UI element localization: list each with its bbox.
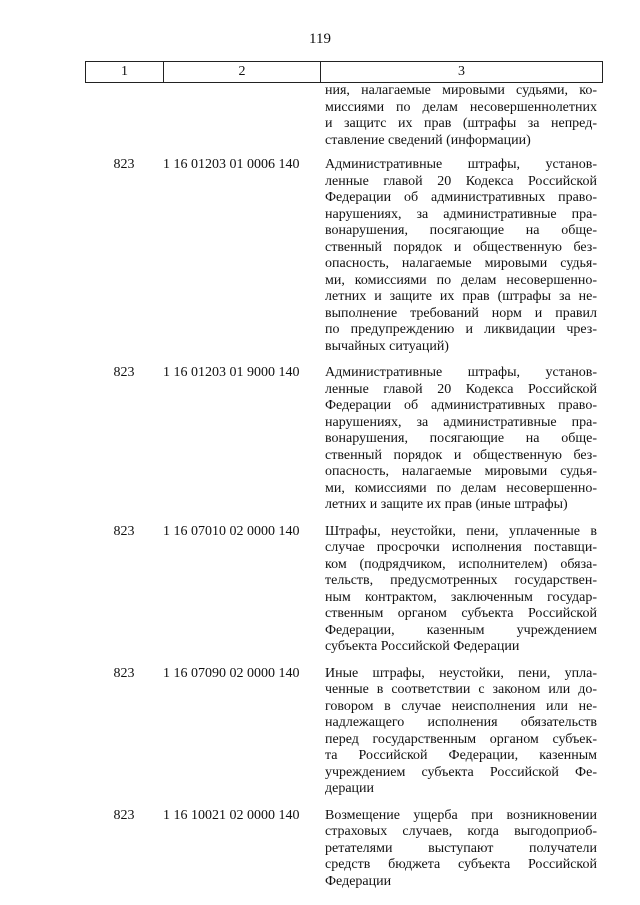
- description-line: Административные штрафы, установ-: [325, 157, 597, 172]
- revenue-description-cell: [325, 808, 597, 891]
- admin-code-cell: 823: [113, 523, 135, 539]
- description-line: ленные главой 20 Кодекса Российской: [325, 381, 597, 397]
- description-line: Федерации об административных право-: [325, 190, 597, 205]
- description-line: опасность, налагаемые мировыми судья-: [325, 464, 597, 479]
- description-line: Федерации, казенным учреждением: [325, 622, 597, 638]
- header-column-3: 3: [458, 64, 465, 79]
- description-line: учреждением субъекта Российской Фе-: [325, 764, 597, 780]
- table-row: [85, 157, 603, 355]
- description-line: ния, налагаемые мировыми судьями, ко-: [325, 83, 597, 98]
- description-line: летних и защите их прав (иные штрафы): [325, 497, 568, 512]
- description-line: ком (подрядчиком, исполнителем) обяза-: [325, 556, 597, 572]
- description-line: ми, комиссиями по делам несовершенно-: [325, 272, 597, 288]
- description-line: ретателями выступают получатели: [325, 840, 597, 856]
- description-line: вычайных ситуаций): [325, 338, 449, 354]
- description-line: нарушениях, за административные пра-: [325, 206, 597, 222]
- admin-code-cell: 823: [113, 157, 135, 172]
- description-line: ственный порядок и общественную без-: [325, 239, 597, 255]
- table-body: [85, 157, 603, 890]
- description-line: субъекта Российской Федерации: [325, 639, 520, 654]
- table-row: [85, 666, 603, 798]
- description-line: надлежащего исполнения обязательств: [325, 715, 597, 730]
- table-header-row: [85, 61, 603, 83]
- revenue-description-cell: [325, 666, 597, 798]
- description-line: ченные в соответствии с законом или до-: [325, 682, 597, 697]
- description-line: Административные штрафы, установ-: [325, 365, 597, 380]
- budget-classification-code-cell: 1 16 07090 02 0000 140: [163, 665, 300, 681]
- description-line: говором в случае неисполнения или не-: [325, 698, 597, 714]
- budget-classification-code-cell: 1 16 07010 02 0000 140: [163, 523, 300, 539]
- description-line: Штрафы, неустойки, пени, уплаченные в: [325, 523, 597, 539]
- description-line: ственный порядок и общественную без-: [325, 447, 597, 463]
- table-row: [85, 524, 603, 656]
- description-line: та Российской Федерации, казенным: [325, 748, 597, 763]
- description-line: Возмещение ущерба при возникновении: [325, 807, 597, 823]
- description-line: нарушениях, за административные пра-: [325, 414, 597, 430]
- description-line: и защитс их прав (штрафы за непред-: [325, 116, 597, 131]
- description-line: миссиями по делам несовершеннолетних: [325, 99, 597, 115]
- description-line: случае просрочки исполнения поставщи-: [325, 540, 597, 555]
- description-line: дерации: [325, 781, 375, 796]
- budget-classification-code-cell: 1 16 10021 02 0000 140: [163, 807, 300, 823]
- description-line: ми, комиссиями по делам несовершенно-: [325, 480, 597, 496]
- table-row: [85, 365, 603, 514]
- budget-classification-code-cell: 1 16 01203 01 0006 140: [163, 157, 300, 172]
- description-line: Иные штрафы, неустойки, пени, упла-: [325, 665, 597, 681]
- description-line: вонарушения, посягающие на обще-: [325, 223, 597, 238]
- description-line: Федерации: [325, 873, 392, 889]
- budget-classification-code-cell: 1 16 01203 01 9000 140: [163, 365, 300, 380]
- revenue-description-cell: [325, 157, 597, 355]
- revenue-description-cell: [325, 365, 597, 514]
- admin-code-cell: 823: [113, 807, 135, 823]
- admin-code-cell: 823: [113, 665, 135, 681]
- description-line: страховых случаев, когда выгодоприоб-: [325, 824, 597, 839]
- description-line: тельств, предусмотренных государствен-: [325, 573, 597, 588]
- continued-description: [325, 83, 597, 149]
- table-row: [85, 808, 603, 891]
- description-line: летних и защите их прав (штрафы за не-: [325, 289, 597, 304]
- budget-code-table: [85, 61, 603, 890]
- revenue-description-cell: [325, 524, 597, 656]
- description-line: выполнение требований норм и правил: [325, 305, 597, 321]
- description-line: ным контрактом, заключенным государ-: [325, 589, 597, 605]
- admin-code-cell: 823: [113, 365, 135, 380]
- description-line: ственным органом субъекта Российской: [325, 606, 597, 621]
- header-column-2: 2: [164, 62, 321, 82]
- description-line: средств бюджета субъекта Российской: [325, 857, 597, 872]
- description-line: ленные главой 20 Кодекса Российской: [325, 173, 597, 189]
- description-line: вонарушения, посягающие на обще-: [325, 431, 597, 446]
- header-column-1: 1: [86, 62, 164, 82]
- description-line: опасность, налагаемые мировыми судья-: [325, 256, 597, 271]
- description-line: перед государственным органом субъек-: [325, 731, 597, 747]
- description-line: ставление сведений (информации): [325, 132, 531, 148]
- description-line: Федерации об административных право-: [325, 398, 597, 413]
- description-line: по предупреждению и ликвидации чрез-: [325, 322, 597, 337]
- page-number: 119: [309, 31, 331, 47]
